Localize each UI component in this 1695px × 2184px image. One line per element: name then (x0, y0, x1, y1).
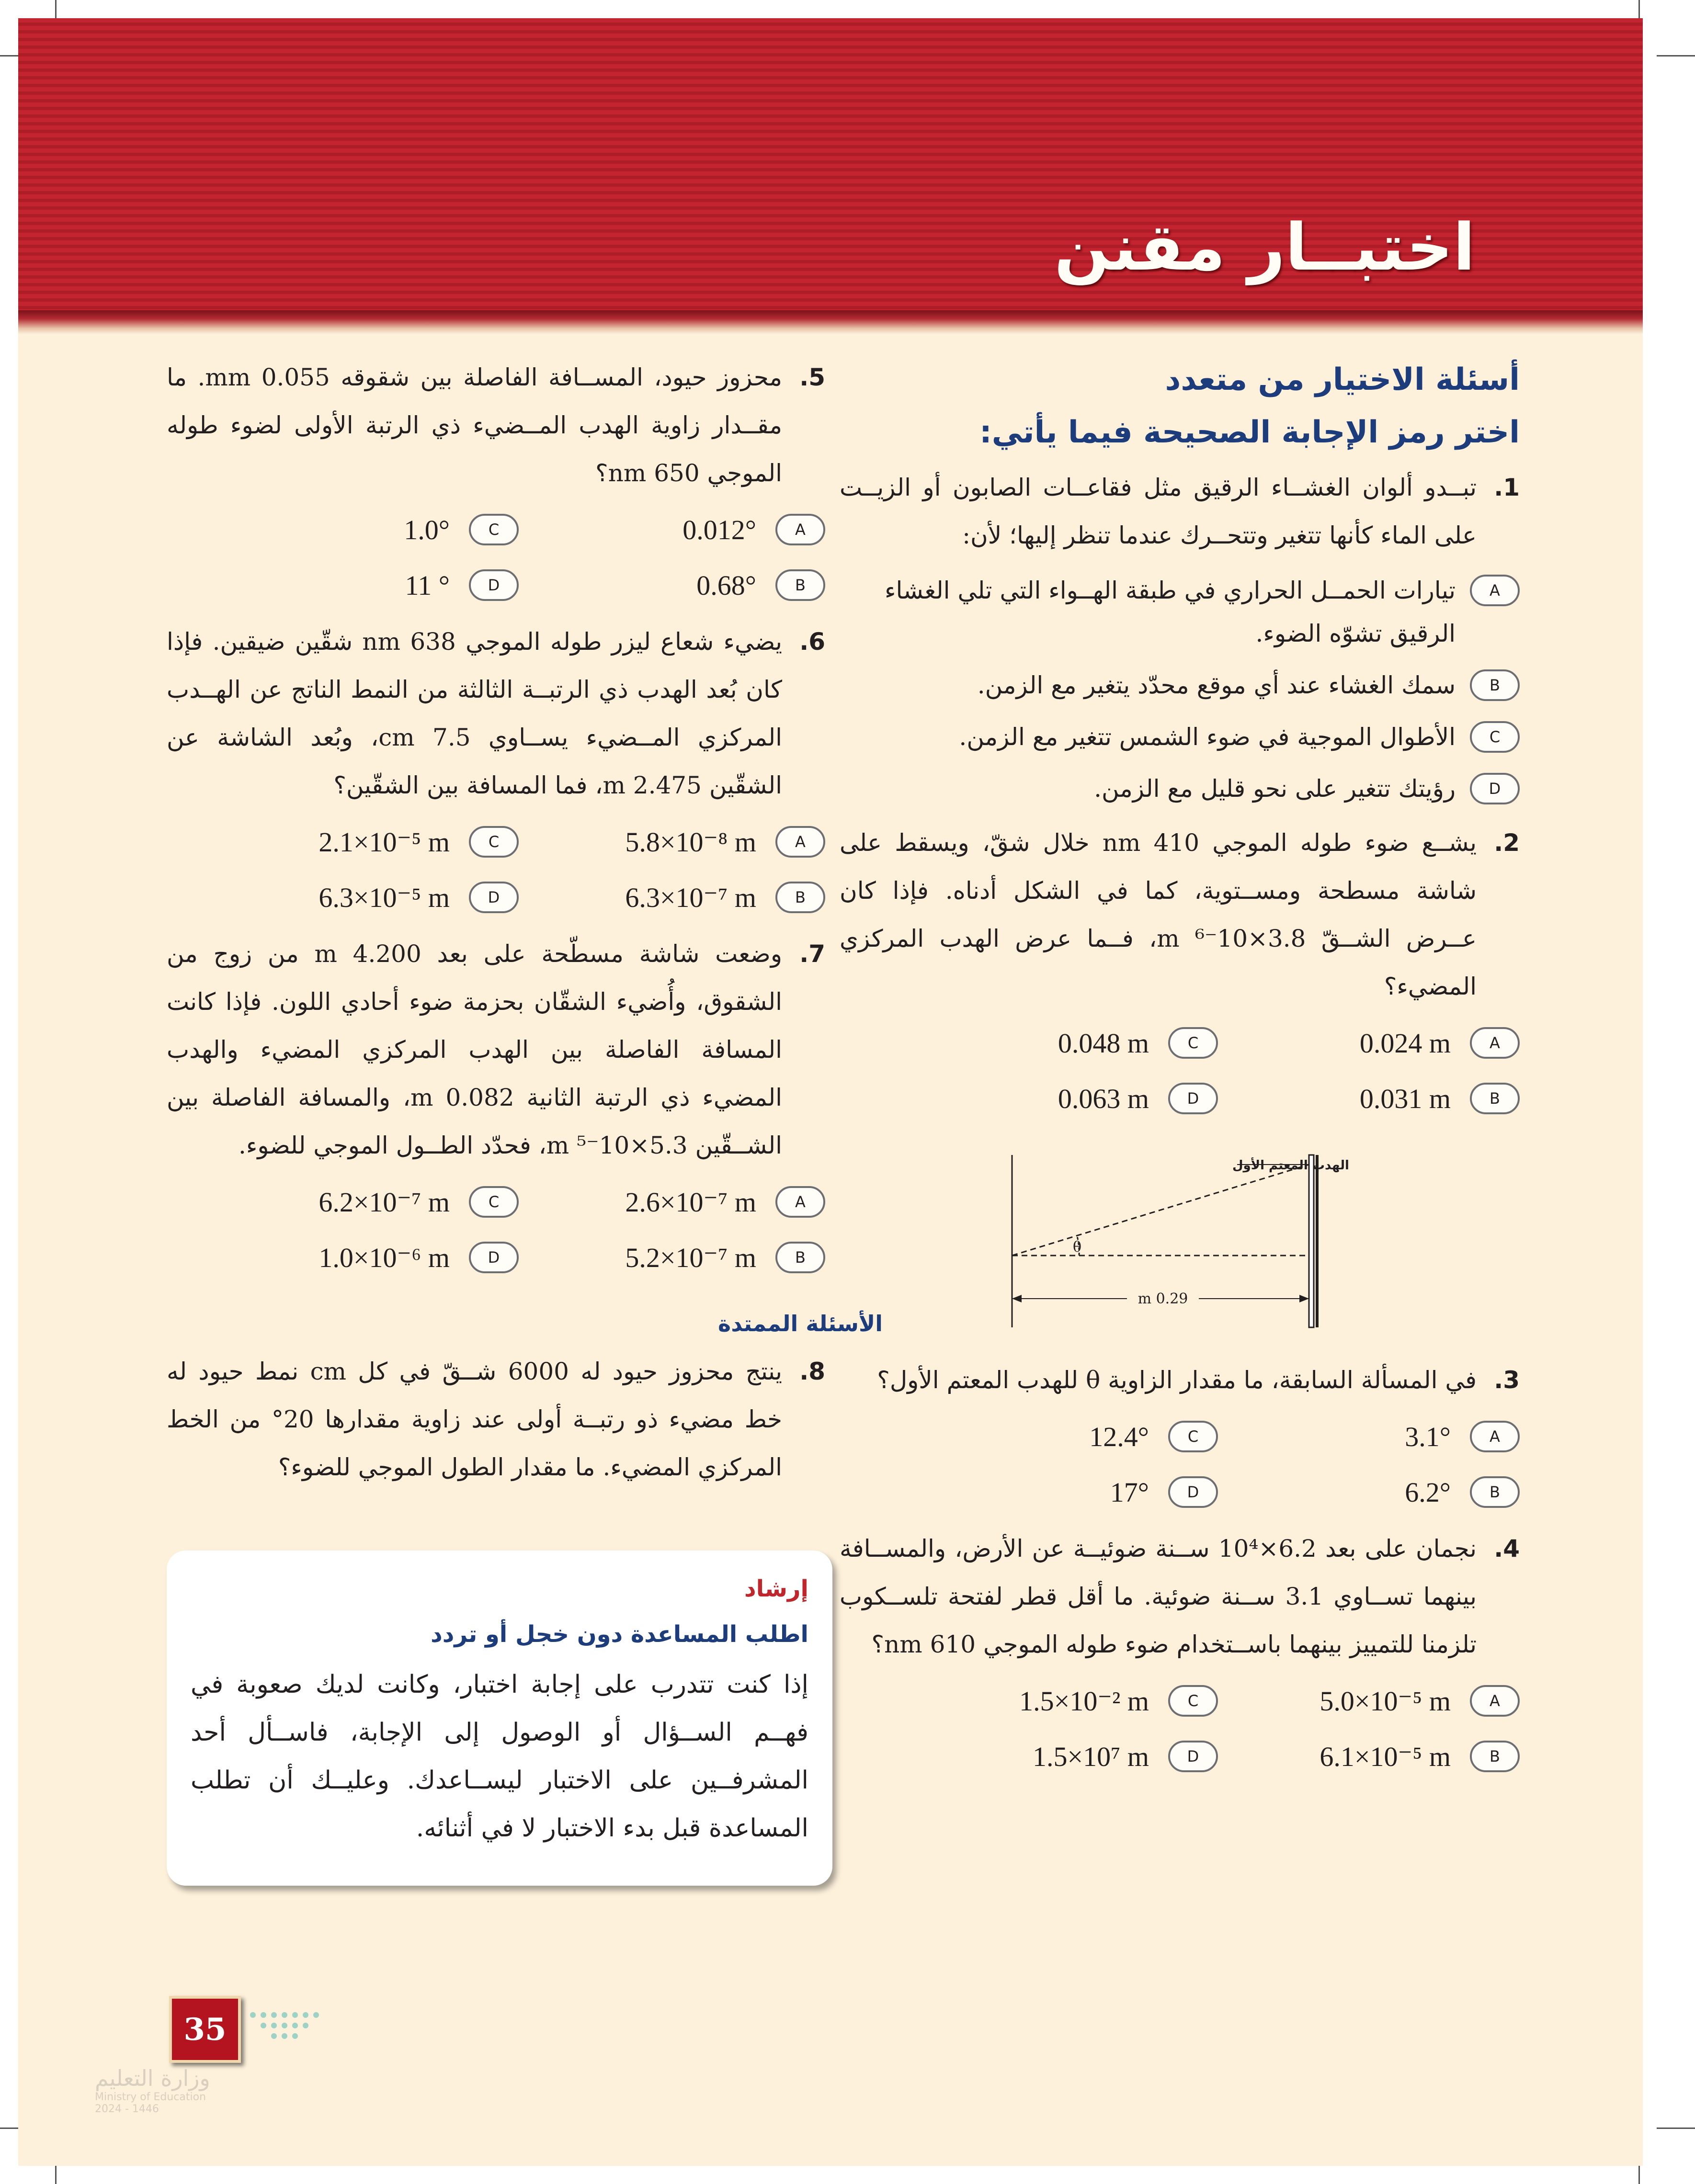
tip-title: إرشاد (744, 1575, 808, 1602)
option-badge[interactable]: B (1470, 1476, 1520, 1508)
extended-questions-heading: الأسئلة الممتدة (718, 1311, 883, 1336)
option-d[interactable] (1058, 1083, 1218, 1115)
option-value: 0.68° (696, 569, 756, 601)
q3-options (840, 1409, 1520, 1520)
option-badge[interactable]: D (1168, 1741, 1218, 1772)
question-text: محزوز حيود، المســافة الفاصلة بين شقوقه 0.055 mm. ما مقــدار زاوية الهدب المــضيء ذي الرتبة الأولى لضوء طوله الموجي 650 nm؟ (167, 363, 782, 487)
option-row (167, 870, 825, 925)
option-value: 5.2×10⁻⁷ m (625, 1242, 756, 1273)
option-a[interactable] (1218, 1421, 1520, 1453)
option-a[interactable] (519, 1186, 825, 1218)
option-b[interactable] (1218, 1476, 1520, 1508)
tip-body: إذا كنت تتدرب على إجابة اختبار، وكانت لديك صعوبة في فهــم الســؤال أو الوصول إلى الإجابة، فاســأل أحد المشرفــين على الاختبار ليســاعدك. وعليــك أن تطلب المساعدة قبل بدء الاختبار لا في أثنائه. (191, 1670, 808, 1843)
option-c[interactable] (319, 826, 519, 858)
option-badge[interactable]: D (1168, 1083, 1218, 1114)
question-7 (167, 930, 825, 1169)
question-number: 2. (1494, 829, 1520, 857)
q5-options (167, 502, 825, 613)
option-b[interactable] (519, 569, 825, 601)
option-text: سمك الغشاء عند أي موقع محدّد يتغير مع الزمن. (977, 671, 1456, 699)
q1-options (840, 569, 1520, 810)
option-row (167, 814, 825, 870)
option-value: 0.024 m (1359, 1027, 1451, 1059)
option-c[interactable] (1089, 1421, 1218, 1453)
question-number: 4. (1494, 1535, 1520, 1562)
option-text: تيارات الحمــل الحراري في طبقة الهــواء التي تلي الغشاء الرقيق تشوّه الضوء. (884, 577, 1456, 647)
option-value: 3.1° (1405, 1421, 1451, 1452)
tip-subtitle: اطلب المساعدة دون خجل أو تردد (431, 1621, 808, 1648)
option-c[interactable] (1019, 1685, 1218, 1717)
option-badge[interactable]: C (1470, 721, 1520, 753)
option-badge[interactable]: C (1168, 1685, 1218, 1717)
question-4 (840, 1525, 1520, 1668)
option-badge[interactable]: B (1470, 1083, 1520, 1114)
arrow-head (1012, 1295, 1022, 1302)
option-row (840, 1464, 1520, 1520)
option-badge[interactable]: A (1470, 1685, 1520, 1717)
option-row (840, 1729, 1520, 1784)
question-text: يشــع ضوء طوله الموجي 410 nm خلال شقّ، ويسقط على شاشة مسطحة ومســتوية، كما في الشكل أدناه. فإذا كان عــرض الشــقّ 3.8×10⁻⁶ m، فــما عرض الهدب المركزي المضيء؟ (840, 829, 1477, 1000)
section-instruction: اختر رمز الإجابة الصحيحة فيما يأتي: (979, 415, 1520, 450)
option-badge[interactable]: A (775, 1186, 825, 1218)
page-number: 35 (169, 1996, 241, 2063)
option-badge[interactable]: A (775, 514, 825, 545)
q2-options (840, 1015, 1520, 1126)
option-badge[interactable]: C (469, 1186, 519, 1218)
crop-mark (1657, 2127, 1695, 2129)
option-badge[interactable]: B (775, 569, 825, 601)
option-badge[interactable]: A (1470, 1421, 1520, 1452)
option-badge[interactable]: A (1470, 575, 1520, 606)
question-text: وضعت شاشة مسطّحة على بعد 4.200 m من زوج من الشقوق، وأُضيء الشقّان بحزمة ضوء أحادي اللون. فإذا كانت المسافة الفاصلة بين الهدب المركزي المضيء والهدب المضيء ذي الرتبة الثانية 0.082 m، والمسافة الفاصلة بين الشــقّين 5.3×10⁻⁵ m، فحدّد الطــول الموجي للضوء. (167, 940, 782, 1159)
option-badge[interactable]: C (1168, 1027, 1218, 1059)
question-text: تبــدو ألوان الغشــاء الرقيق مثل فقاعــات الصابون أو الزيــت على الماء كأنها تتغير وتتحــرك عندما تنظر إليها؛ لأن: (840, 474, 1477, 549)
option-value: 17° (1110, 1476, 1149, 1508)
theta-label: θ (1072, 1239, 1081, 1256)
fringe-ray (1012, 1165, 1309, 1256)
ministry-watermark (95, 2065, 219, 2115)
option-value: 6.1×10⁻⁵ m (1320, 1741, 1451, 1772)
option-badge[interactable]: D (469, 1242, 519, 1273)
question-number: 6. (799, 628, 825, 656)
question-6 (167, 618, 825, 809)
option-b[interactable] (519, 881, 825, 914)
question-8 (167, 1347, 825, 1491)
banner-title: اختبــار مقنن (1054, 210, 1475, 285)
option-value: 0.012° (683, 514, 756, 545)
option-value: 2.1×10⁻⁵ m (319, 826, 450, 858)
option-row (167, 557, 825, 613)
section-heading: أسئلة الاختيار من متعدد (1165, 362, 1520, 397)
option-a[interactable] (1218, 1027, 1520, 1059)
option-text: الأطوال الموجية في ضوء الشمس تتغير مع الزمن. (959, 723, 1456, 751)
option-value: 6.3×10⁻⁵ m (319, 882, 450, 913)
option-badge[interactable]: C (469, 826, 519, 858)
crop-mark (1657, 55, 1695, 57)
textbook-page (18, 18, 1643, 2166)
option-badge[interactable]: D (469, 882, 519, 913)
question-1 (840, 464, 1520, 559)
option-row (840, 1409, 1520, 1464)
watermark-english: Ministry of Education (95, 2091, 206, 2103)
question-number: 3. (1494, 1366, 1520, 1394)
option-badge[interactable]: C (1168, 1421, 1218, 1452)
option-b[interactable] (1218, 1740, 1520, 1773)
option-row (167, 1174, 825, 1230)
question-5 (167, 353, 825, 497)
option-c[interactable] (1058, 1027, 1218, 1059)
option-value: 0.031 m (1359, 1083, 1451, 1114)
question-text: ينتج محزوز حيود له 6000 شــقّ في كل cm نمط حيود له خط مضيء ذو رتبــة أولى عند زاوية مقدارها 20° من الخط المركزي المضيء. ما مقدار الطول الموجي للضوء؟ (167, 1358, 782, 1481)
option-value: 2.6×10⁻⁷ m (625, 1187, 756, 1218)
question-number: 5. (799, 363, 825, 391)
option-d[interactable] (319, 881, 519, 914)
option-badge[interactable]: D (1470, 773, 1520, 804)
option-value: 0.063 m (1058, 1083, 1149, 1114)
option-d[interactable] (1033, 1741, 1218, 1773)
option-value: 11 ° (405, 569, 450, 601)
option-b[interactable] (840, 664, 1520, 707)
option-value: 5.8×10⁻⁸ m (625, 826, 756, 858)
option-value: 12.4° (1089, 1421, 1149, 1452)
question-number: 7. (799, 940, 825, 968)
question-text: يضيء شعاع ليزر طوله الموجي 638 nm شقّين ضيقين. فإذا كان بُعد الهدب ذي الرتبــة الثالثة من النمط الناتج عن الهــدب المركزي المــضيء يســاوي 7.5 cm، وبُعد الشاشة عن الشقّين 2.475 m، فما المسافة بين الشقّين؟ (167, 628, 782, 799)
question-text: في المسألة السابقة، ما مقدار الزاوية θ للهدب المعتم الأول؟ (877, 1366, 1477, 1394)
option-row (840, 1071, 1520, 1126)
option-a[interactable] (840, 569, 1520, 655)
screen (1309, 1155, 1314, 1327)
option-value: 1.5×10⁷ m (1032, 1741, 1149, 1772)
option-value: 5.0×10⁻⁵ m (1320, 1686, 1451, 1717)
option-value: 6.3×10⁻⁷ m (625, 882, 756, 913)
option-badge[interactable]: B (775, 882, 825, 913)
watermark-year: 2024 - 1446 (95, 2103, 159, 2115)
option-a[interactable] (519, 514, 825, 546)
option-d[interactable] (1110, 1476, 1218, 1508)
tip-box (167, 1550, 832, 1886)
question-text: نجمان على بعد 6.2×10⁴ ســنة ضوئيــة عن الأرض، والمســافة بينهما تســاوي 3.1 ســنة ضوئية. ما أقل قطر لفتحة تلســكوب تلزمنا للتمييز بينهما باســتخدام ضوء طوله الموجي 610 nm؟ (840, 1535, 1477, 1658)
option-row (840, 1673, 1520, 1729)
option-c[interactable] (840, 715, 1520, 758)
screen-edge (1316, 1155, 1319, 1327)
option-value: 1.0×10⁻⁶ m (319, 1242, 450, 1273)
option-d[interactable] (840, 767, 1520, 810)
question-number: 1. (1494, 474, 1520, 501)
question-3 (840, 1356, 1520, 1404)
option-value: 1.5×10⁻² m (1019, 1686, 1149, 1717)
q6-options (167, 814, 825, 925)
fringe-label: الهدب المعتم الأول (1232, 1158, 1349, 1173)
option-badge[interactable]: A (1470, 1027, 1520, 1059)
option-d[interactable] (405, 569, 519, 601)
option-badge[interactable]: C (469, 514, 519, 545)
option-value: 6.2×10⁻⁷ m (319, 1187, 450, 1218)
option-a[interactable] (1218, 1685, 1520, 1717)
option-d[interactable] (319, 1241, 519, 1274)
option-b[interactable] (1218, 1083, 1520, 1115)
option-badge[interactable]: B (1470, 669, 1520, 701)
option-badge[interactable]: B (775, 1242, 825, 1273)
option-badge[interactable]: D (1168, 1476, 1218, 1508)
q4-options (840, 1673, 1520, 1784)
option-row (167, 502, 825, 557)
option-value: 1.0° (404, 514, 450, 545)
option-c[interactable] (319, 1186, 519, 1218)
option-row (167, 1230, 825, 1285)
distance-label: 0.29 m (1138, 1290, 1188, 1307)
option-badge[interactable]: A (775, 826, 825, 858)
option-badge[interactable]: B (1470, 1741, 1520, 1772)
option-value: 0.048 m (1058, 1027, 1149, 1059)
option-badge[interactable]: D (469, 569, 519, 601)
single-slit-diagram (1007, 1145, 1352, 1337)
watermark-arabic: وزارة التعليم (95, 2065, 210, 2091)
right-column (840, 353, 1520, 1784)
arrow-head (1299, 1295, 1309, 1302)
question-number: 8. (799, 1358, 825, 1385)
option-c[interactable] (404, 514, 519, 546)
banner-shadow (18, 310, 1643, 334)
option-row (840, 1015, 1520, 1071)
ministry-logo-dots (243, 2005, 325, 2048)
left-column (167, 353, 883, 1491)
q7-options (167, 1174, 825, 1285)
option-value: 6.2° (1405, 1476, 1451, 1508)
option-text: رؤيتك تتغير على نحو قليل مع الزمن. (1094, 775, 1456, 803)
option-a[interactable] (519, 826, 825, 858)
option-b[interactable] (519, 1241, 825, 1274)
question-2 (840, 819, 1520, 1010)
